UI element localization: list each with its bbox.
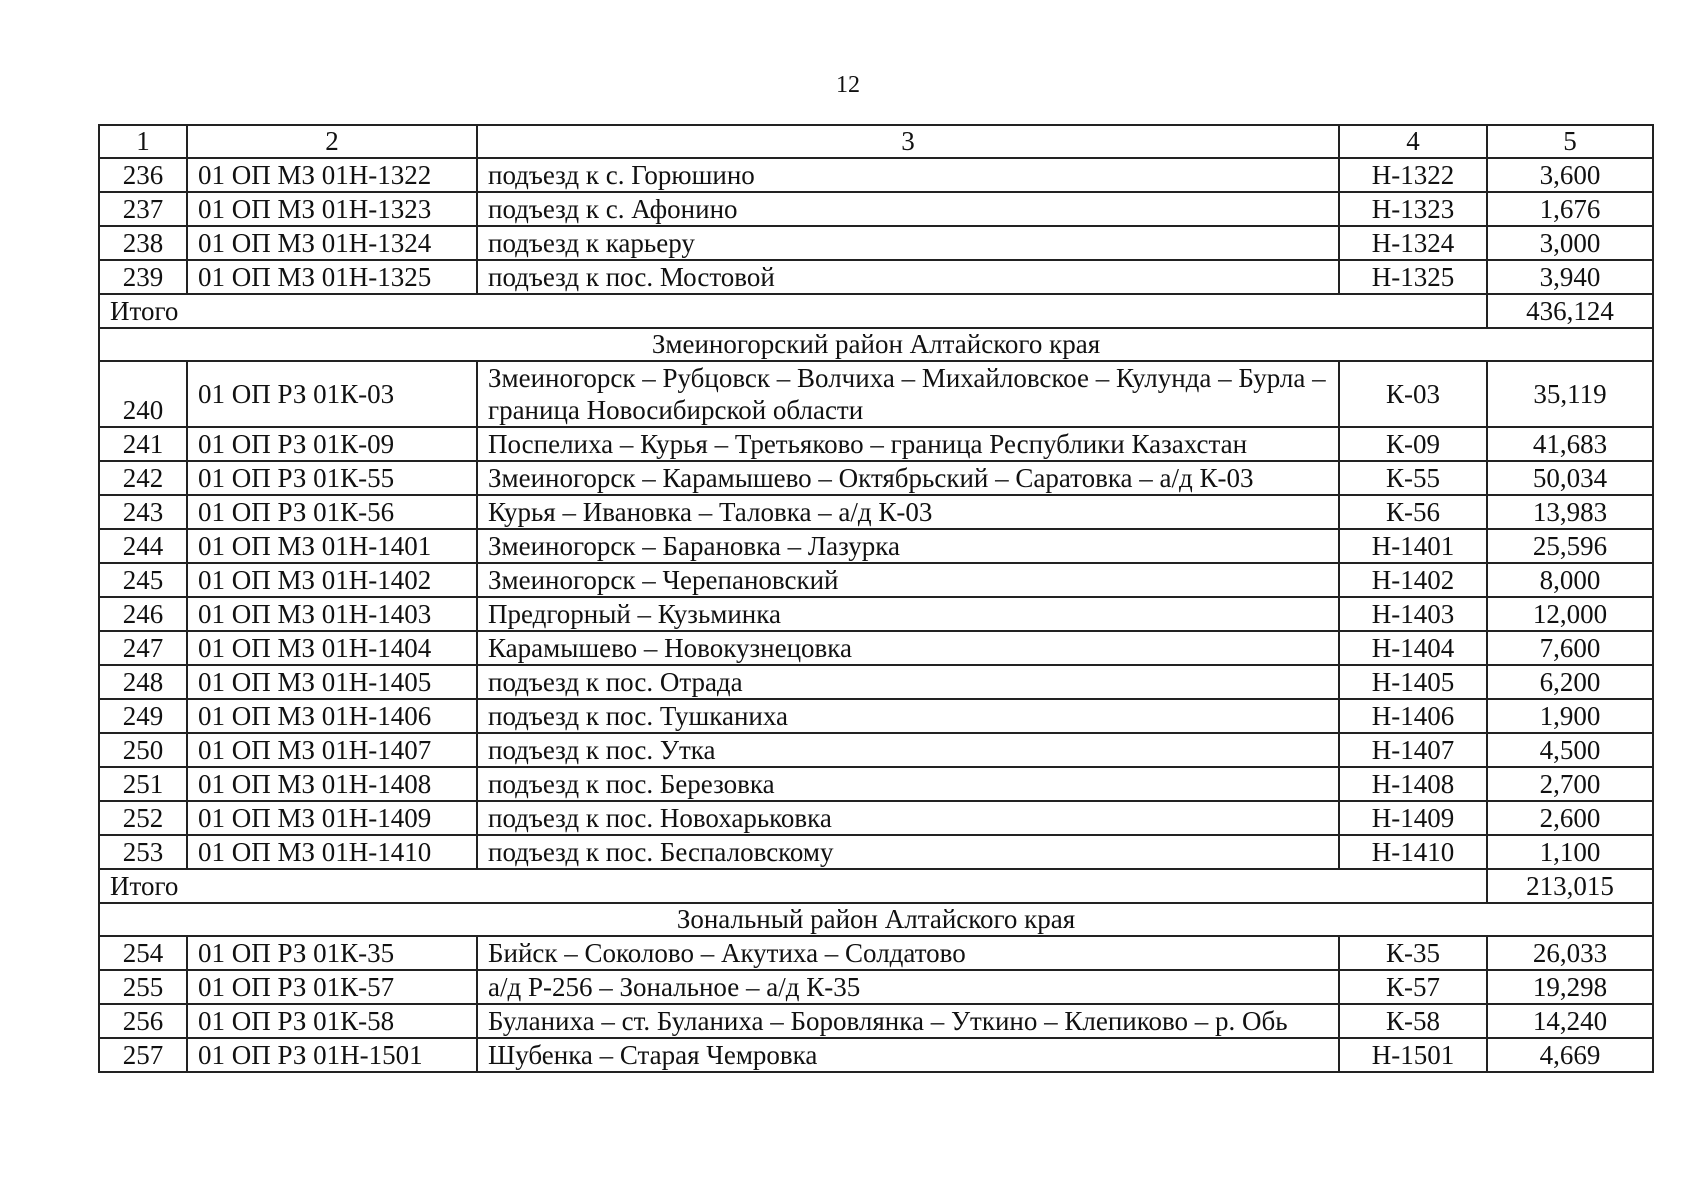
table-row [99,461,1653,495]
road-name: подъезд к пос. Мостовой [477,260,1339,294]
row-number: 245 [99,563,187,597]
road-code: 01 ОП МЗ 01Н-1324 [187,226,477,260]
road-length: 41,683 [1487,427,1653,461]
table-row [99,260,1653,294]
road-name: подъезд к пос. Новохарьковка [477,801,1339,835]
header-col-5: 5 [1487,125,1653,158]
road-name: а/д Р-256 – Зональное – а/д К-35 [477,970,1339,1004]
road-code: 01 ОП МЗ 01Н-1406 [187,699,477,733]
road-code: 01 ОП МЗ 01Н-1408 [187,767,477,801]
road-id: К-57 [1339,970,1487,1004]
road-id: Н-1402 [1339,563,1487,597]
total-row [99,869,1653,903]
road-code: 01 ОП МЗ 01Н-1410 [187,835,477,869]
row-number: 236 [99,158,187,192]
table-row [99,427,1653,461]
section-header-row [99,328,1653,361]
road-id: Н-1407 [1339,733,1487,767]
road-code: 01 ОП МЗ 01Н-1322 [187,158,477,192]
table-row [99,361,1653,427]
section-header-row [99,903,1653,936]
road-id: Н-1406 [1339,699,1487,733]
road-name: подъезд к карьеру [477,226,1339,260]
road-code: 01 ОП МЗ 01Н-1407 [187,733,477,767]
road-id: К-56 [1339,495,1487,529]
road-length: 8,000 [1487,563,1653,597]
row-number: 243 [99,495,187,529]
road-id: Н-1408 [1339,767,1487,801]
road-id: Н-1403 [1339,597,1487,631]
table-row [99,192,1653,226]
road-length: 3,000 [1487,226,1653,260]
row-number: 253 [99,835,187,869]
road-id: Н-1501 [1339,1038,1487,1072]
road-length: 12,000 [1487,597,1653,631]
road-length: 2,700 [1487,767,1653,801]
road-id: Н-1401 [1339,529,1487,563]
road-id: К-35 [1339,936,1487,970]
road-length: 1,900 [1487,699,1653,733]
road-name: Предгорный – Кузьминка [477,597,1339,631]
table-row [99,767,1653,801]
road-name: Змеиногорск – Карамышево – Октябрьский – Саратовка – а/д К-03 [477,461,1339,495]
road-code: 01 ОП МЗ 01Н-1404 [187,631,477,665]
table-row [99,1038,1653,1072]
road-length: 3,600 [1487,158,1653,192]
road-code: 01 ОП МЗ 01Н-1402 [187,563,477,597]
table-row [99,1004,1653,1038]
table-row [99,495,1653,529]
road-code: 01 ОП РЗ 01К-35 [187,936,477,970]
road-name: Шубенка – Старая Чемровка [477,1038,1339,1072]
row-number: 238 [99,226,187,260]
road-length: 6,200 [1487,665,1653,699]
total-row [99,294,1653,328]
road-length: 1,100 [1487,835,1653,869]
table-row [99,970,1653,1004]
roads-table [98,124,1654,1073]
table-row [99,597,1653,631]
row-number: 240 [99,361,187,427]
road-length: 35,119 [1487,361,1653,427]
table-row [99,631,1653,665]
table-row [99,158,1653,192]
road-name: подъезд к с. Афонино [477,192,1339,226]
road-id: Н-1410 [1339,835,1487,869]
road-name: подъезд к пос. Отрада [477,665,1339,699]
row-number: 242 [99,461,187,495]
row-number: 246 [99,597,187,631]
road-code: 01 ОП РЗ 01К-09 [187,427,477,461]
road-id: Н-1322 [1339,158,1487,192]
table-row [99,699,1653,733]
road-name: Змеиногорск – Рубцовск – Волчиха – Михайловское – Кулунда – Бурла – граница Новосибирской области [477,361,1339,427]
road-length: 1,676 [1487,192,1653,226]
road-name: Змеиногорск – Черепановский [477,563,1339,597]
total-label: Итого [99,294,1487,328]
road-code: 01 ОП РЗ 01К-55 [187,461,477,495]
road-code: 01 ОП РЗ 01Н-1501 [187,1038,477,1072]
road-length: 50,034 [1487,461,1653,495]
road-length: 14,240 [1487,1004,1653,1038]
row-number: 239 [99,260,187,294]
header-col-4: 4 [1339,125,1487,158]
road-length: 26,033 [1487,936,1653,970]
roads-table-body [99,125,1653,1072]
row-number: 241 [99,427,187,461]
road-name: Змеиногорск – Барановка – Лазурка [477,529,1339,563]
road-code: 01 ОП РЗ 01К-03 [187,361,477,427]
row-number: 248 [99,665,187,699]
row-number: 256 [99,1004,187,1038]
road-name: Бийск – Соколово – Акутиха – Солдатово [477,936,1339,970]
table-row [99,665,1653,699]
road-id: Н-1405 [1339,665,1487,699]
header-col-2: 2 [187,125,477,158]
row-number: 252 [99,801,187,835]
row-number: 249 [99,699,187,733]
table-row [99,936,1653,970]
table-row [99,835,1653,869]
road-length: 3,940 [1487,260,1653,294]
road-name: подъезд к с. Горюшино [477,158,1339,192]
header-row [99,125,1653,158]
road-length: 25,596 [1487,529,1653,563]
total-value: 436,124 [1487,294,1653,328]
header-col-3: 3 [477,125,1339,158]
road-id: Н-1323 [1339,192,1487,226]
row-number: 255 [99,970,187,1004]
table-row [99,529,1653,563]
road-id: К-09 [1339,427,1487,461]
road-length: 7,600 [1487,631,1653,665]
road-id: Н-1325 [1339,260,1487,294]
row-number: 254 [99,936,187,970]
road-id: Н-1409 [1339,801,1487,835]
row-number: 237 [99,192,187,226]
road-code: 01 ОП РЗ 01К-58 [187,1004,477,1038]
road-name: Карамышево – Новокузнецовка [477,631,1339,665]
road-length: 4,669 [1487,1038,1653,1072]
row-number: 247 [99,631,187,665]
road-name: подъезд к пос. Утка [477,733,1339,767]
road-length: 13,983 [1487,495,1653,529]
table-row [99,563,1653,597]
road-name: Курья – Ивановка – Таловка – а/д К-03 [477,495,1339,529]
road-length: 19,298 [1487,970,1653,1004]
road-id: К-55 [1339,461,1487,495]
road-code: 01 ОП РЗ 01К-56 [187,495,477,529]
header-col-1: 1 [99,125,187,158]
road-length: 2,600 [1487,801,1653,835]
row-number: 251 [99,767,187,801]
road-length: 4,500 [1487,733,1653,767]
road-name: подъезд к пос. Тушканиха [477,699,1339,733]
road-id: Н-1404 [1339,631,1487,665]
road-name: подъезд к пос. Березовка [477,767,1339,801]
section-title: Змеиногорский район Алтайского края [99,328,1653,361]
page-number: 12 [836,72,860,98]
road-code: 01 ОП МЗ 01Н-1325 [187,260,477,294]
road-name: подъезд к пос. Беспаловскому [477,835,1339,869]
road-id: Н-1324 [1339,226,1487,260]
row-number: 257 [99,1038,187,1072]
row-number: 250 [99,733,187,767]
road-code: 01 ОП МЗ 01Н-1409 [187,801,477,835]
road-name: Буланиха – ст. Буланиха – Боровлянка – Уткино – Клепиково – р. Обь [477,1004,1339,1038]
road-code: 01 ОП МЗ 01Н-1401 [187,529,477,563]
table-row [99,801,1653,835]
road-id: К-58 [1339,1004,1487,1038]
section-title: Зональный район Алтайского края [99,903,1653,936]
total-value: 213,015 [1487,869,1653,903]
table-row [99,733,1653,767]
total-label: Итого [99,869,1487,903]
road-code: 01 ОП МЗ 01Н-1405 [187,665,477,699]
road-code: 01 ОП РЗ 01К-57 [187,970,477,1004]
road-code: 01 ОП МЗ 01Н-1323 [187,192,477,226]
row-number: 244 [99,529,187,563]
road-name: Поспелиха – Курья – Третьяково – граница Республики Казахстан [477,427,1339,461]
road-code: 01 ОП МЗ 01Н-1403 [187,597,477,631]
table-row [99,226,1653,260]
road-id: К-03 [1339,361,1487,427]
